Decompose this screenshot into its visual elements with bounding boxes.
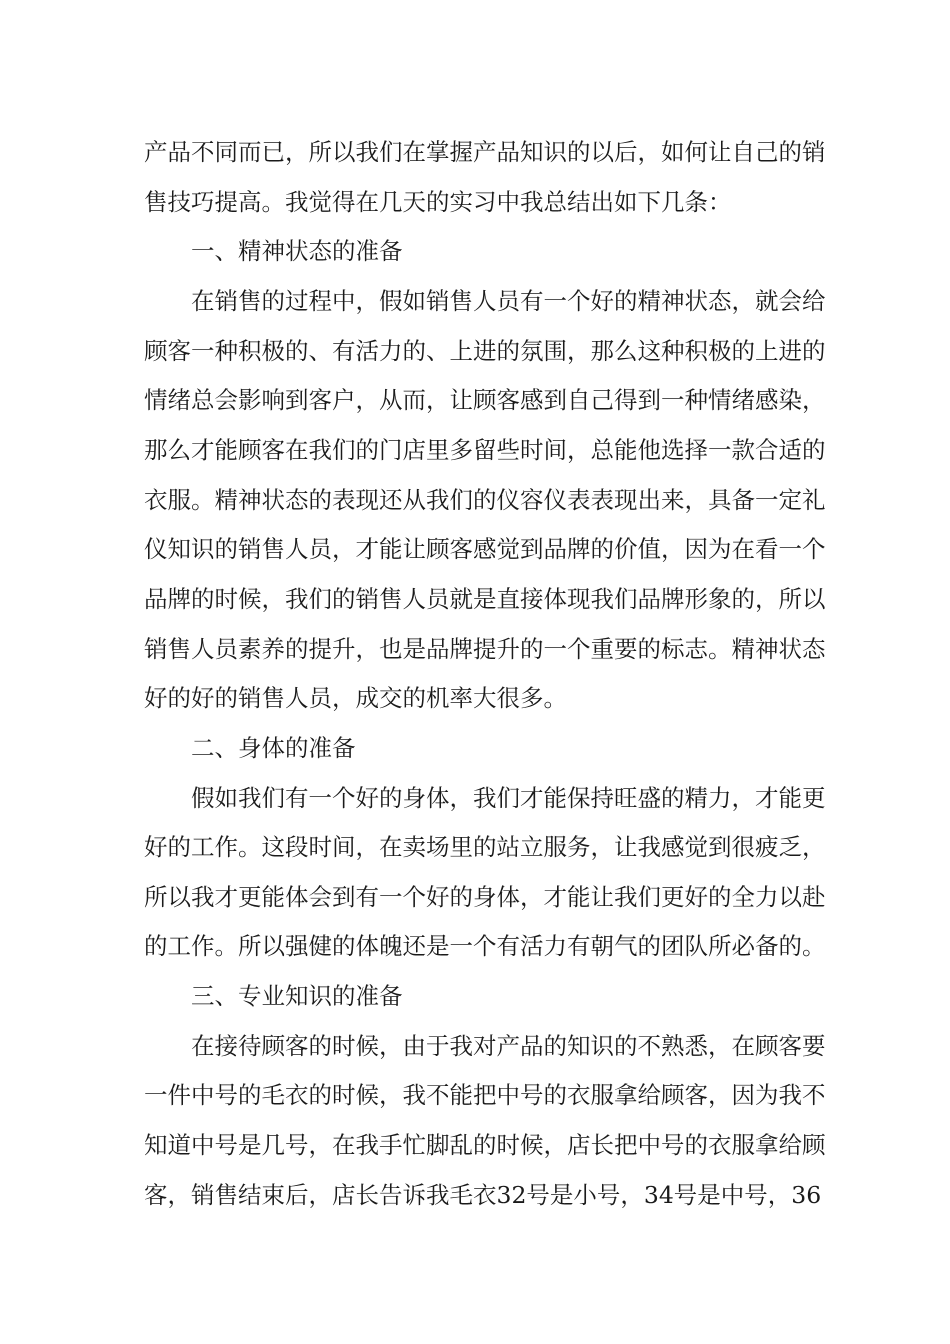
text-line: 售技巧提高。我觉得在几天的实习中我总结出如下几条： (144, 188, 732, 216)
text-line: 产品不同而已，所以我们在掌握产品知识的以后，如何让自己的销 (144, 138, 826, 166)
section-heading: 三、专业知识的准备 (191, 982, 403, 1010)
text-line: 的工作。所以强健的体魄还是一个有活力有朝气的团队所必备的。 (144, 932, 826, 960)
text-line: 那么才能顾客在我们的门店里多留些时间，总能他选择一款合适的 (144, 436, 826, 464)
text-line: 好的好的销售人员，成交的机率大很多。 (144, 684, 567, 712)
text-line: 品牌的时候，我们的销售人员就是直接体现我们品牌形象的，所以 (144, 585, 826, 613)
section-heading: 二、身体的准备 (191, 734, 356, 762)
text-line: 知道中号是几号，在我手忙脚乱的时候，店长把中号的衣服拿给顾 (144, 1131, 826, 1159)
text-line: 好的工作。这段时间，在卖场里的站立服务，让我感觉到很疲乏， (144, 833, 826, 861)
text-line: 仪知识的销售人员，才能让顾客感觉到品牌的价值，因为在看一个 (144, 535, 826, 563)
text-line: 情绪总会影响到客户，从而，让顾客感到自己得到一种情绪感染， (144, 386, 826, 414)
text-line: 衣服。精神状态的表现还从我们的仪容仪表表现出来，具备一定礼 (144, 486, 826, 514)
text-line: 假如我们有一个好的身体，我们才能保持旺盛的精力，才能更 (191, 784, 826, 812)
text-line: 在销售的过程中，假如销售人员有一个好的精神状态，就会给 (191, 287, 826, 315)
text-line: 销售人员素养的提升，也是品牌提升的一个重要的标志。精神状态 (144, 635, 826, 663)
section-heading: 一、精神状态的准备 (191, 237, 403, 265)
text-line: 一件中号的毛衣的时候，我不能把中号的衣服拿给顾客，因为我不 (144, 1081, 826, 1109)
text-line: 顾客一种积极的、有活力的、上进的氛围，那么这种积极的上进的 (144, 337, 826, 365)
text-line: 客，销售结束后，店长告诉我毛衣32号是小号，34号是中号，36 (144, 1181, 822, 1209)
text-line: 所以我才更能体会到有一个好的身体，才能让我们更好的全力以赴 (144, 883, 826, 911)
text-line: 在接待顾客的时候，由于我对产品的知识的不熟悉，在顾客要 (191, 1032, 826, 1060)
